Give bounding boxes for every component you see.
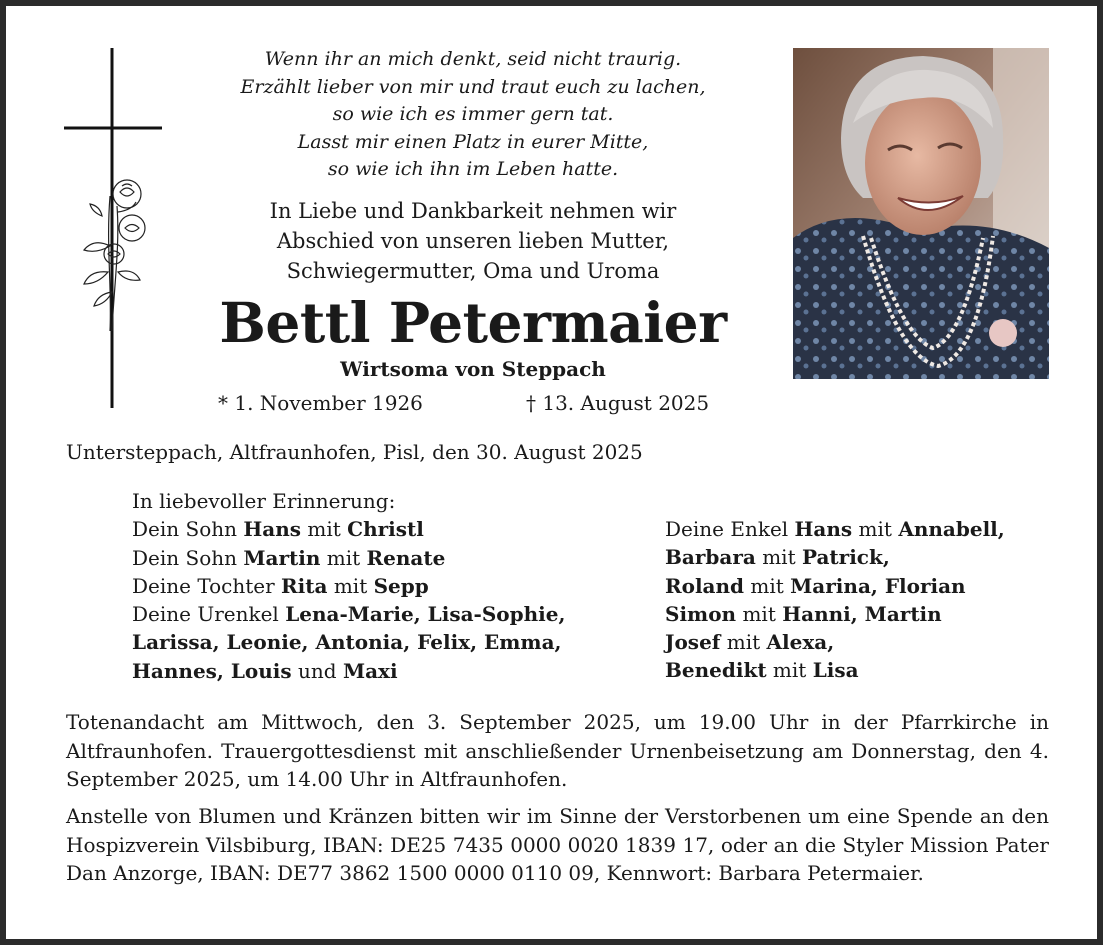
intro-line: In Liebe und Dankbarkeit nehmen wir: [269, 199, 677, 223]
portrait-photo: [793, 48, 1049, 379]
family-relation-text: mit: [852, 517, 899, 541]
family-member-name: Barbara: [665, 545, 756, 570]
deceased-subtitle: Wirtsoma von Steppach: [340, 357, 606, 381]
family-list-left: [132, 487, 565, 685]
family-member-name: Christl: [347, 517, 424, 542]
place-and-date: Untersteppach, Altfraunhofen, Pisl, den 30. August 2025: [66, 440, 643, 464]
family-relation-text: mit: [327, 573, 374, 598]
family-relation-text: Deine Tochter: [132, 573, 282, 598]
family-relation-text: Deine Urenkel: [132, 602, 286, 627]
family-line: [132, 657, 565, 685]
family-relation-text: Dein Sohn: [132, 517, 244, 542]
family-member-name: Marina, Florian: [790, 573, 966, 598]
cross-with-roses-icon: [62, 46, 164, 410]
family-relation-text: mit: [736, 601, 783, 626]
family-member-name: Lisa: [812, 658, 859, 683]
family-line: [132, 515, 565, 543]
family-line: [665, 600, 1005, 628]
family-member-name: Hans: [794, 517, 853, 541]
intro-line: Abschied von unseren lieben Mutter,: [276, 229, 670, 253]
family-line: [132, 487, 565, 515]
family-relation-text: Deine Enkel: [665, 517, 795, 541]
family-line: [132, 572, 565, 600]
family-relation-text: mit: [744, 573, 791, 598]
family-line: [665, 543, 1005, 571]
intro-line: Schwiegermutter, Oma und Uroma: [286, 259, 660, 283]
family-member-name: Annabell,: [898, 517, 1005, 541]
family-line: [665, 572, 1005, 600]
family-line: [665, 656, 1005, 684]
family-relation-text: und: [291, 658, 343, 683]
poem-line: Wenn ihr an mich denkt, seid nicht traurig.: [264, 48, 682, 70]
family-member-name: Hanni, Martin: [782, 601, 942, 626]
death-date: † 13. August 2025: [526, 391, 710, 415]
poem-line: Lasst mir einen Platz in eurer Mitte,: [297, 130, 649, 153]
family-relation-text: mit: [320, 545, 367, 570]
family-relation-text: mit: [755, 545, 802, 570]
family-relation-text: mit: [766, 658, 813, 683]
family-member-name: Josef: [665, 630, 721, 655]
poem-line: so wie ich ihn im Leben hatte.: [327, 158, 619, 180]
family-member-name: Renate: [366, 545, 446, 570]
donation-request: Anstelle von Blumen und Kränzen bitten wir im Sinne der Verstorbenen um eine Spende an den Hospizverein Vilsbiburg, IBAN: DE25 7435 0000 0020 1839 17, oder an die Styler Mission Pater Dan Anzorge, IBAN: DE77 3862 1500 0000 0110 09, Kennwort: Barbara Petermaier.: [66, 804, 1049, 885]
family-member-name: Benedikt: [665, 658, 767, 683]
family-member-name: Larissa, Leonie, Antonia, Felix, Emma,: [132, 630, 562, 655]
family-line: [132, 600, 565, 628]
family-member-name: Martin: [243, 545, 321, 570]
birth-date: * 1. November 1926: [218, 391, 423, 415]
family-member-name: Patrick,: [801, 545, 890, 570]
family-member-name: Hannes, Louis: [132, 658, 292, 683]
family-member-name: Maxi: [342, 658, 398, 683]
family-member-name: Roland: [665, 573, 745, 598]
family-list-right: [665, 515, 1005, 685]
family-member-name: Rita: [281, 573, 328, 598]
family-relation-text: mit: [301, 517, 348, 542]
deceased-name: Bettl Petermaier: [219, 290, 727, 355]
family-line: [665, 628, 1005, 656]
family-line: [132, 544, 565, 572]
farewell-intro: [176, 196, 770, 286]
family-relation-text: Dein Sohn: [132, 545, 244, 570]
poem-line: Erzählt lieber von mir und traut euch zu lachen,: [240, 75, 706, 98]
memorial-poem: [176, 46, 770, 184]
family-member-name: Hans: [243, 517, 302, 542]
family-relation-text: mit: [720, 630, 767, 655]
family-relation-text: In liebevoller Erinnerung:: [132, 489, 396, 513]
family-member-name: Alexa,: [766, 630, 835, 655]
family-member-name: Sepp: [373, 573, 429, 598]
family-line: [665, 515, 1005, 543]
service-details: Totenandacht am Mittwoch, den 3. September 2025, um 19.00 Uhr in der Pfarrkirche in Altfraunhofen. Trauergottesdienst mit anschließender Urnenbeisetzung am Donnerstag, den 4. September 2025, um 14.00 Uhr in Altfraunhofen.: [66, 710, 1049, 791]
family-member-name: Lena-Marie, Lisa-Sophie,: [285, 602, 566, 627]
poem-line: so wie ich es immer gern tat.: [332, 103, 614, 125]
family-line: [132, 628, 565, 656]
family-member-name: Simon: [665, 601, 737, 626]
